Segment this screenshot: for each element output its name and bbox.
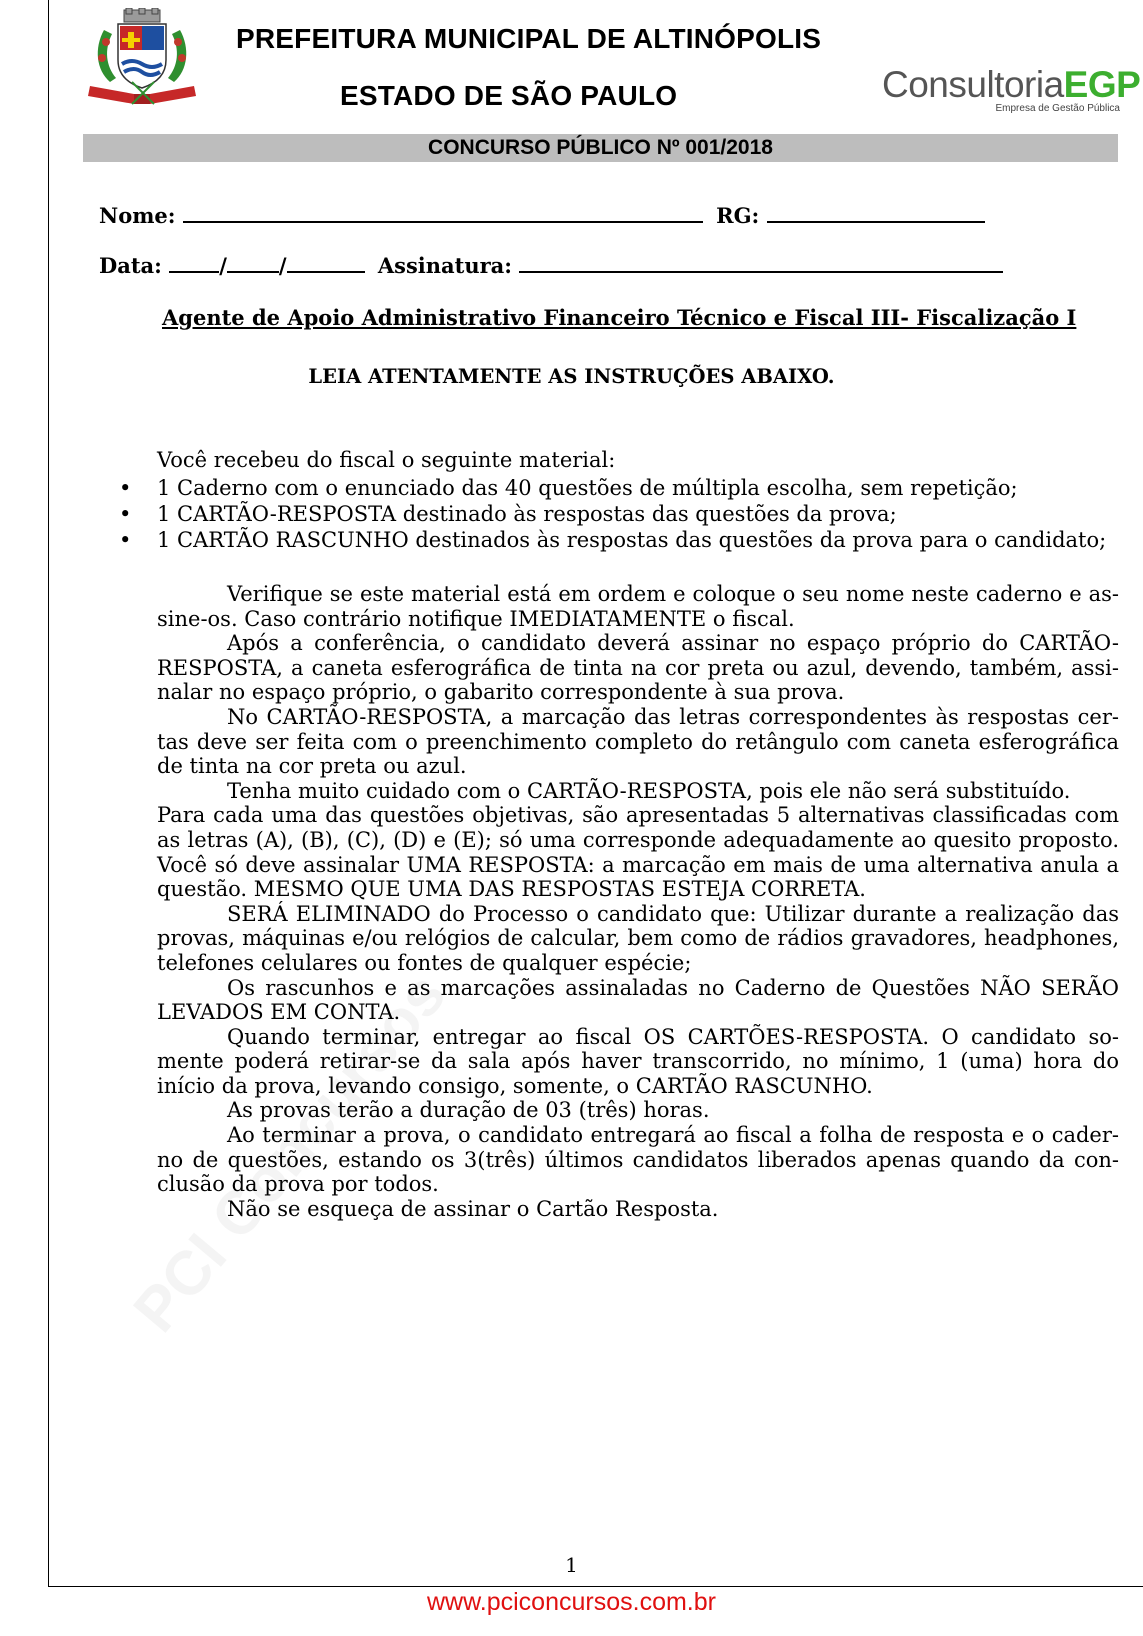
date-day-field[interactable]: [169, 253, 219, 273]
instruction-paragraph: Não se esqueça de assinar o Cartão Resposta.: [227, 1196, 719, 1221]
logo-text: Consultoria: [882, 64, 1064, 105]
contest-banner: CONCURSO PÚBLICO Nº 001/2018: [83, 134, 1118, 162]
header-title-line2: ESTADO DE SÃO PAULO: [340, 80, 678, 111]
job-title: Agente de Apoio Administrativo Financeiro Técnico e Fiscal III- Fiscalização I: [162, 305, 1077, 330]
instruction-paragraph: Tenha muito cuidado com o CARTÃO-RESPOSTA, pois ele não será substituído.: [227, 778, 1071, 803]
date-month-field[interactable]: [227, 253, 279, 273]
logo-accent: EGP: [1063, 64, 1141, 105]
signature-label: Assinatura:: [377, 253, 513, 278]
instruction-paragraph: Ao terminar a prova, o candidato entregará ao fiscal a folha de resposta e o caderno de questões, estando os 3(três) últimos candidatos liberados apenas quando da conclusão da prova por todos.: [157, 1123, 1119, 1197]
materials-intro: Você recebeu do fiscal o seguinte material:: [157, 448, 616, 472]
instruction-paragraph: Quando terminar, entregar ao fiscal OS CARTÕES-RESPOSTA. O candidato somente poderá retirar-se da sala após haver transcorrido, no mínimo, 1 (uma) hora do início da prova, levando consigo, somente, o CARTÃO RASCUNHO.: [157, 1024, 1119, 1098]
instruction-paragraph: Verifique se este material está em ordem e coloque o seu nome neste caderno e assine-os. Caso contrário notifique IMEDIATAMENTE o fiscal.: [157, 582, 1119, 631]
date-label: Data:: [99, 253, 162, 278]
list-item: • 1 CARTÃO-RESPOSTA destinado às respostas das questões da prova;: [117, 501, 1106, 527]
header-title-line1: PREFEITURA MUNICIPAL DE ALTINÓPOLIS: [236, 23, 822, 54]
municipal-crest-icon: [84, 8, 200, 110]
date-year-field[interactable]: [287, 253, 365, 273]
instruction-paragraph: Para cada uma das questões objetivas, são apresentadas 5 alternativas classificadas com as letras (A), (B), (C), (D) e (E); só uma corresponde adequadamente ao quesito proposto. Você só deve assinalar UMA RESPOSTA: a marcação em mais de uma alternativa anula a questão. MESMO QUE UMA DAS RESPOSTAS ESTEJA CORRETA.: [157, 803, 1119, 902]
instruction-paragraph: As provas terão a duração de 03 (três) horas.: [227, 1098, 710, 1123]
instruction-paragraph: Os rascunhos e as marcações assinaladas no Caderno de Questões NÃO SERÃO LEVADOS EM CONTA.: [157, 975, 1119, 1025]
logo-subtitle: Empresa de Gestão Pública: [995, 103, 1120, 114]
list-item: • 1 Caderno com o enunciado das 40 questões de múltipla escolha, sem repetição;: [117, 475, 1106, 501]
instructions-heading: LEIA ATENTAMENTE AS INSTRUÇÕES ABAIXO.: [308, 365, 835, 388]
instruction-paragraph: Após a conferência, o candidato deverá assinar no espaço próprio do CARTÃO-RESPOSTA, a caneta esferográfica de tinta na cor preta ou azul, devendo, também, assinalar no espaço próprio, o gabarito correspondente à sua prova.: [157, 631, 1119, 705]
name-rg-line: [99, 203, 985, 228]
list-item: • 1 CARTÃO RASCUNHO destinados às respostas das questões da prova para o candidato;: [117, 527, 1106, 553]
consultoria-egp-logo: [882, 64, 1141, 124]
page-number: 1: [565, 1553, 578, 1577]
materials-list: [117, 475, 1106, 553]
name-label: Nome:: [99, 203, 176, 228]
footer-url-link[interactable]: www.pciconcursos.com.br: [427, 1588, 716, 1616]
instruction-paragraph: No CARTÃO-RESPOSTA, a marcação das letras correspondentes às respostas certas deve ser feita com o preenchimento completo do retângulo com caneta esferográfica de tinta na cor preta ou azul.: [157, 704, 1119, 779]
instruction-paragraph: SERÁ ELIMINADO do Processo o candidato que: Utilizar durante a realização das provas, máquinas e/ou relógios de calcular, bem como de rádios gravadores, headphones, telefones celulares ou fontes de qualquer espécie;: [157, 901, 1119, 975]
date-signature-line: Data: / / Assinatura:: [99, 253, 1003, 278]
logo-wordmark: [882, 64, 1141, 105]
name-field[interactable]: [183, 203, 703, 223]
rg-field[interactable]: [767, 203, 985, 223]
signature-field[interactable]: [519, 253, 1003, 273]
rg-label: RG:: [716, 203, 760, 228]
